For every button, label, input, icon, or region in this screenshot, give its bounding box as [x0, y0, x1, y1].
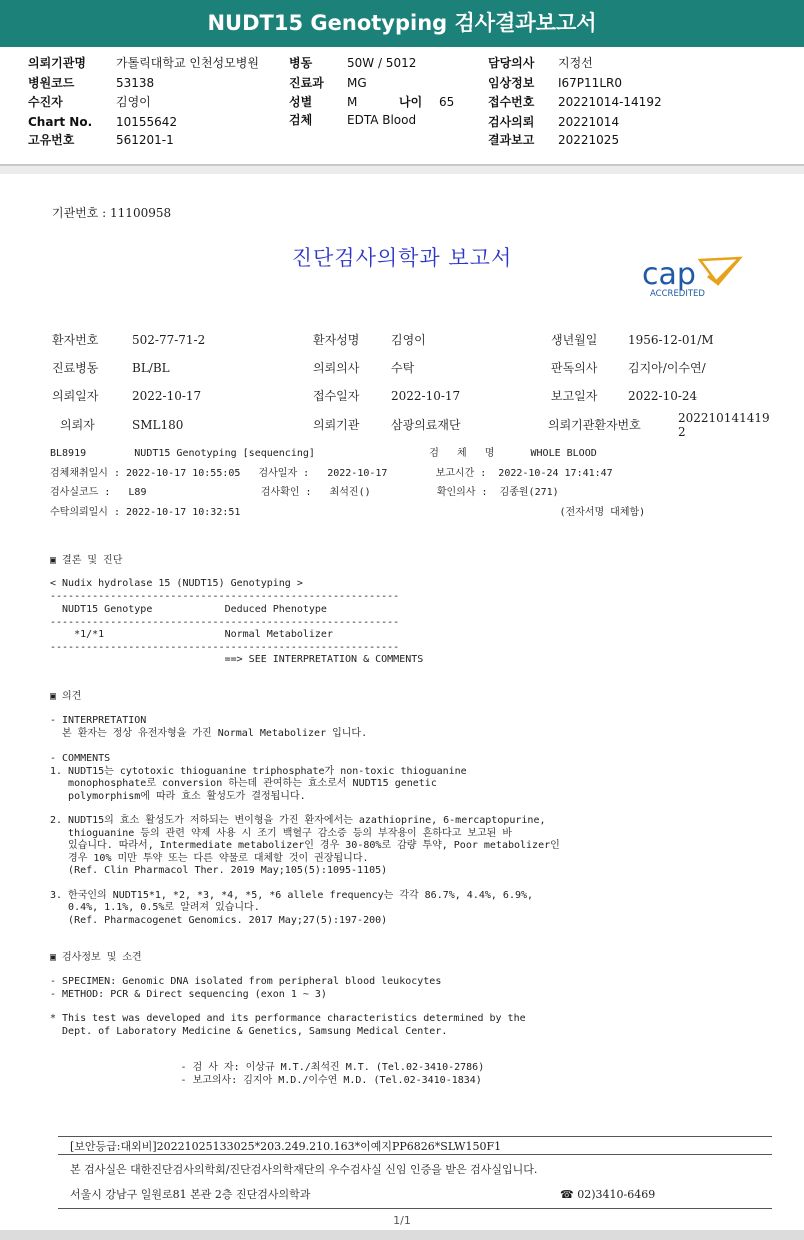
opinion-line: (Ref. Clin Pharmacol Ther. 2019 May;105(5):1095-1105) [50, 865, 388, 876]
result-report-label: 결과보고 [488, 133, 535, 147]
requester-value: SML180 [132, 418, 184, 432]
department-label: 진료과 [289, 76, 324, 90]
receipt-date-value: 2022-10-17 [391, 389, 461, 403]
security-line: [보안등급:대외비]20221025133025*203.249.210.163*이예지PP6826*SLW150F1 [70, 1140, 502, 1153]
clinical-info-label: 임상정보 [488, 76, 535, 90]
opinion-line: 본 환자는 정상 유전자형을 가진 Normal Metabolizer 입니다. [50, 728, 368, 739]
patient-name-label: 환자성명 [313, 333, 360, 347]
info-line: - SPECIMEN: Genomic DNA isolated from peripheral blood leukocytes [50, 976, 442, 987]
specimen-value: EDTA Blood [347, 113, 417, 127]
unique-no-value: 561201-1 [116, 133, 174, 147]
lab-phone: ☎ 02)3410-6469 [560, 1188, 656, 1201]
institution-patient-no-label: 의뢰기관환자번호 [548, 418, 641, 432]
request-date-label: 검사의뢰 [488, 115, 535, 129]
footer-rule-bottom [58, 1208, 772, 1209]
clinical-info-value: I67P11LR0 [558, 76, 622, 90]
conclusion-line: < Nudix hydrolase 15 (NUDT15) Genotyping > [50, 578, 303, 589]
hospital-code-value: 53138 [116, 76, 155, 90]
info-line: - METHOD: PCR & Direct sequencing (exon 1 ~ 3) [50, 989, 327, 1000]
opinion-line: 있습니다. 따라서, Intermediate metabolizer인 경우 30-80%로 감량 투약, Poor metabolizer인 [50, 840, 560, 851]
birth-date-value: 1956-12-01/M [628, 333, 714, 347]
patient-no-label: 환자번호 [52, 333, 99, 347]
requesting-institution-label: 의뢰기관 [313, 418, 360, 432]
patient-no-value: 502-77-71-2 [132, 333, 206, 347]
opinion-line: 경우 10% 미만 투약 또는 다른 약물로 대체할 것이 권장됩니다. [50, 853, 369, 864]
footer-rule-top [58, 1136, 772, 1137]
opinion-line: (Ref. Pharmacogenet Genomics. 2017 May;27(5):197-200) [50, 915, 388, 926]
doctor-value: 지정선 [558, 56, 593, 70]
tester-line: - 검 사 자: 이상규 M.T./최석진 M.T. (Tel.02-3410-2786) [24, 1062, 485, 1073]
ordering-doctor-value: 수탁 [391, 361, 415, 375]
institution-patient-no-value: 202210141419 [678, 411, 770, 425]
conclusion-line: ---------------------------------------------------------- [50, 591, 400, 602]
report-page [0, 174, 804, 1240]
chart-no-value: 10155642 [116, 115, 178, 129]
hospital-name-value: 가톨릭대학교 인천성모병원 [116, 56, 259, 70]
patient-name-value: 김영이 [391, 333, 426, 347]
institution-number: 기관번호 : 11100958 [52, 206, 172, 220]
birth-date-label: 생년월일 [551, 333, 598, 347]
cap-logo-subtext: ACCREDITED [650, 289, 705, 299]
result-report-value: 20221025 [558, 133, 620, 147]
order-date-value: 2022-10-17 [132, 389, 202, 403]
test-info-line-3: 검사실코드 : L89 검사확인 : 최석진() 확인의사 : 김종원(271) [50, 487, 559, 498]
footer-rule-mid [58, 1154, 772, 1155]
certification-text: 본 검사실은 대한진단검사의학회/진단검사의학재단의 우수검사실 신임 인증을 받은 검사실입니다. [70, 1163, 538, 1176]
requester-label: 의뢰자 [60, 418, 95, 432]
opinion-line: 0.4%, 1.1%, 0.5%로 알려져 있습니다. [50, 902, 260, 913]
conclusion-line: ---------------------------------------------------------- [50, 642, 400, 653]
test-info-line-1: BL8919 NUDT15 Genotyping [sequencing] 검 체 명 WHOLE BLOOD [50, 448, 597, 459]
doctor-label: 담당의사 [488, 56, 535, 70]
viewer-bottom-strip [0, 1230, 804, 1240]
report-heading: 진단검사의학과 보고서 [291, 246, 513, 270]
opinion-line: 1. NUDT15는 cytotoxic thioguanine triphosphate가 non-toxic thioguanine [50, 766, 467, 777]
conclusion-line: NUDT15 Genotype Deduced Phenotype [50, 604, 327, 615]
test-info-line-2: 검체채취일시 : 2022-10-17 10:55:05 검사일자 : 2022-10-17 보고시간 : 2022-10-24 17:41:47 [50, 468, 613, 479]
ward-label: 병동 [289, 56, 313, 70]
reading-doctor-label: 판독의사 [551, 361, 598, 375]
hospital-code-label: 병원코드 [28, 76, 75, 90]
receipt-no-value: 20221014-14192 [558, 95, 662, 109]
conclusion-line: ==> SEE INTERPRETATION & COMMENTS [50, 654, 424, 665]
sex-label: 성별 [289, 95, 313, 109]
patient-value: 김영이 [116, 95, 151, 109]
conclusion-line: ---------------------------------------------------------- [50, 617, 400, 628]
conclusion-heading: ▣ 결론 및 진단 [50, 555, 123, 566]
ward-value: 50W / 5012 [347, 56, 417, 70]
age-value: 65 [439, 95, 455, 109]
patient-label: 수진자 [28, 95, 63, 109]
info-heading: ▣ 검사정보 및 소견 [50, 952, 142, 963]
requesting-institution-value: 삼광의료재단 [391, 418, 461, 432]
report-date-label: 보고일자 [551, 389, 598, 403]
age-label: 나이 [399, 95, 423, 109]
conclusion-line: *1/*1 Normal Metabolizer [50, 629, 333, 640]
request-date-value: 20221014 [558, 115, 620, 129]
receipt-no-label: 접수번호 [488, 95, 535, 109]
page-number: 1/1 [393, 1214, 411, 1227]
sex-value: M [347, 95, 358, 109]
opinion-heading: ▣ 의견 [50, 691, 82, 702]
cap-logo-text: cap [642, 257, 696, 292]
opinion-line: monophosphate로 conversion 하는데 관여하는 효소로서 NUDT15 genetic [50, 778, 437, 789]
ward-label-2: 진료병동 [52, 361, 99, 375]
institution-patient-no-value-cont: 2 [678, 425, 686, 439]
opinion-line: 3. 한국인의 NUDT15*1, *2, *3, *4, *5, *6 allele frequency는 각각 86.7%, 4.4%, 6.9%, [50, 890, 534, 901]
unique-no-label: 고유번호 [28, 133, 75, 147]
receipt-date-label: 접수일자 [313, 389, 360, 403]
page-gutter [0, 166, 804, 174]
report-title-bar: NUDT15 Genotyping 검사결과보고서 [0, 0, 804, 47]
reading-doctor-value: 김지아/이수연/ [628, 361, 706, 375]
ordering-doctor-label: 의뢰의사 [313, 361, 360, 375]
opinion-line: - COMMENTS [50, 753, 111, 764]
opinion-line: thioguanine 등의 관련 약제 사용 시 조기 백혈구 감소증 등의 부작용이 흔하다고 보고된 바 [50, 828, 513, 839]
lab-address: 서울시 강남구 일원로81 본관 2층 진단검사의학과 [70, 1188, 311, 1201]
order-date-label: 의뢰일자 [52, 389, 99, 403]
chart-no-label: Chart No. [28, 115, 93, 129]
hospital-name-label: 의뢰기관명 [28, 56, 86, 70]
opinion-line: - INTERPRETATION [50, 715, 147, 726]
opinion-line: 2. NUDT15의 효소 활성도가 저하되는 변이형을 가진 환자에서는 azathioprine, 6-mercaptopurine, [50, 815, 546, 826]
department-value: MG [347, 76, 367, 90]
cap-accredited-logo [640, 254, 750, 300]
opinion-line: polymorphism에 따라 효소 활성도가 결정됩니다. [50, 791, 306, 802]
reporter-line: - 보고의사: 김지아 M.D./이수연 M.D. (Tel.02-3410-1834) [24, 1075, 482, 1086]
ward-value-2: BL/BL [132, 361, 170, 375]
info-line: * This test was developed and its performance characteristics determined by the [50, 1013, 526, 1024]
info-line: Dept. of Laboratory Medicine & Genetics, Samsung Medical Center. [50, 1026, 448, 1037]
specimen-label: 검체 [289, 113, 313, 127]
report-header [0, 47, 804, 165]
test-info-line-4: 수탁의뢰일시 : 2022-10-17 10:32:51 (전자서명 대체함) [50, 507, 646, 518]
report-date-value: 2022-10-24 [628, 389, 698, 403]
